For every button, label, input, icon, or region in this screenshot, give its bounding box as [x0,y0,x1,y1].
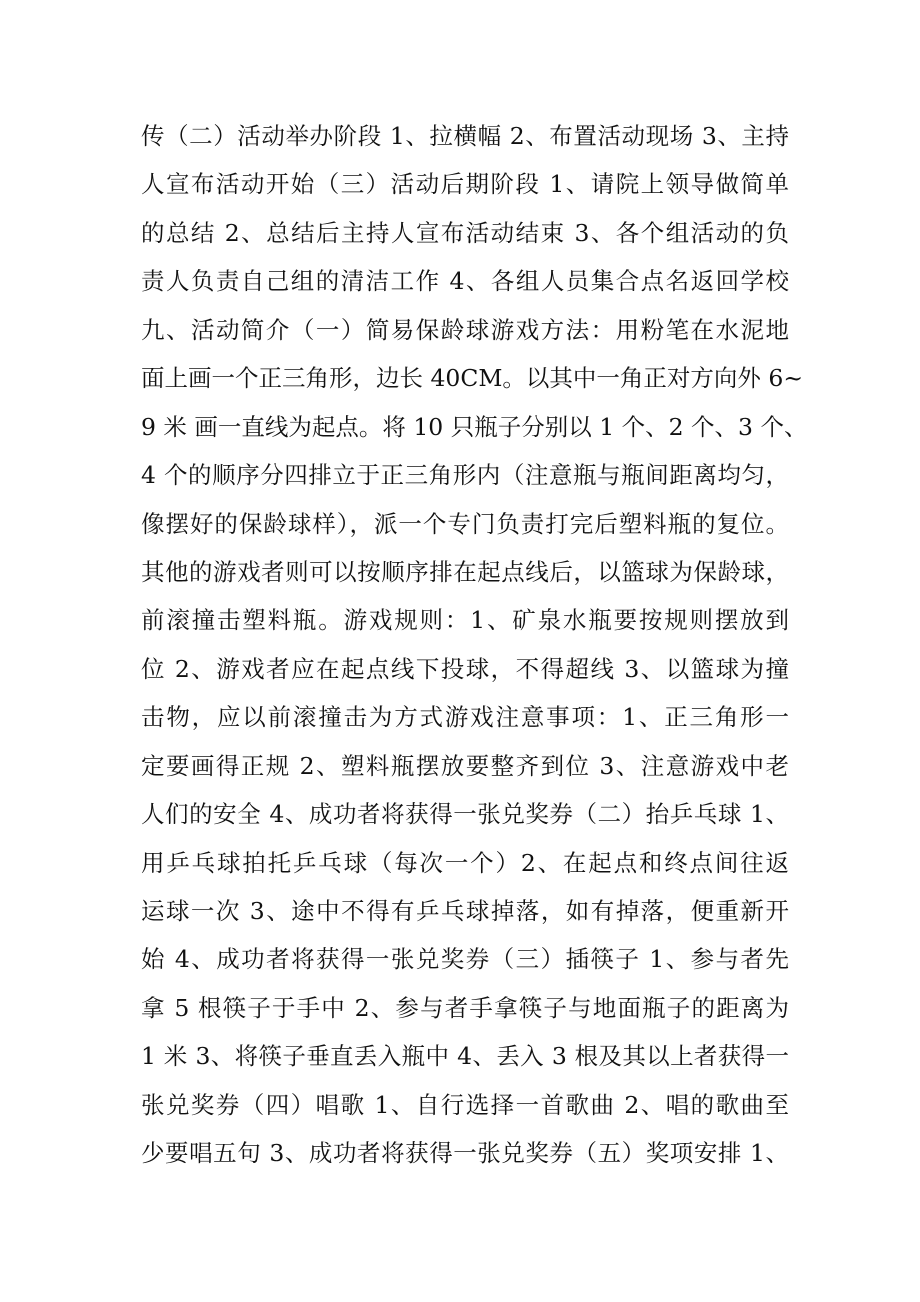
body-text [141,112,808,1178]
text-line: 其他的游戏者则可以按顺序排在起点线后，以篮球为保龄球， [141,557,789,586]
text-line: 人们的安全 4、成功者将获得一张兑奖券（二）抬乒乓球 1、 [141,800,789,829]
text-line: 拿 5 根筷子于手中 2、参与者手拿筷子与地面瓶子的距离为 [141,993,789,1022]
text-line: 面上画一个正三角形，边长 40CM。以其中一角正对方向外 6~ [141,364,804,393]
text-line: 人宣布活动开始（三）活动后期阶段 1、请院上领导做简单 [141,170,789,199]
text-line: 九、活动简介（一）简易保龄球游戏方法：用粉笔在水泥地 [141,315,789,344]
text-line: 责人负责自己组的清洁工作 4、各组人员集合点名返回学校 [141,267,789,296]
text-line: 4 个的顺序分四排立于正三角形内（注意瓶与瓶间距离均匀， [141,461,789,490]
text-line: 的总结 2、总结后主持人宣布活动结束 3、各个组活动的负 [141,218,789,247]
text-line: 前滚撞击塑料瓶。游戏规则：1、矿泉水瓶要按规则摆放到 [141,606,789,635]
text-line: 位 2、游戏者应在起点线下投球，不得超线 3、以篮球为撞 [141,654,789,683]
text-line: 定要画得正规 2、塑料瓶摆放要整齐到位 3、注意游戏中老 [141,751,789,780]
text-line: 运球一次 3、途中不得有乒乓球掉落，如有掉落，便重新开 [141,897,789,925]
text-line: 用乒乓球拍托乒乓球（每次一个）2、在起点和终点间往返 [141,848,789,877]
text-line: 张兑奖券（四）唱歌 1、自行选择一首歌曲 2、唱的歌曲至 [141,1090,789,1119]
text-line: 始 4、成功者将获得一张兑奖券（三）插筷子 1、参与者先 [141,945,789,974]
text-line: 击物，应以前滚撞击为方式游戏注意事项：1、正三角形一 [141,703,789,732]
text-line: 像摆好的保龄球样），派一个专门负责打完后塑料瓶的复位。 [141,509,789,538]
text-line: 传（二）活动举办阶段 1、拉横幅 2、布置活动现场 3、主持 [141,122,789,150]
text-line: 9 米 画一直线为起点。将 10 只瓶子分别以 1 个、2 个、3 个、 [141,412,808,441]
text-line: 少要唱五句 3、成功者将获得一张兑奖券（五）奖项安排 1、 [141,1139,789,1168]
text-line: 1 米 3、将筷子垂直丢入瓶中 4、丢入 3 根及其以上者获得一 [141,1042,789,1071]
